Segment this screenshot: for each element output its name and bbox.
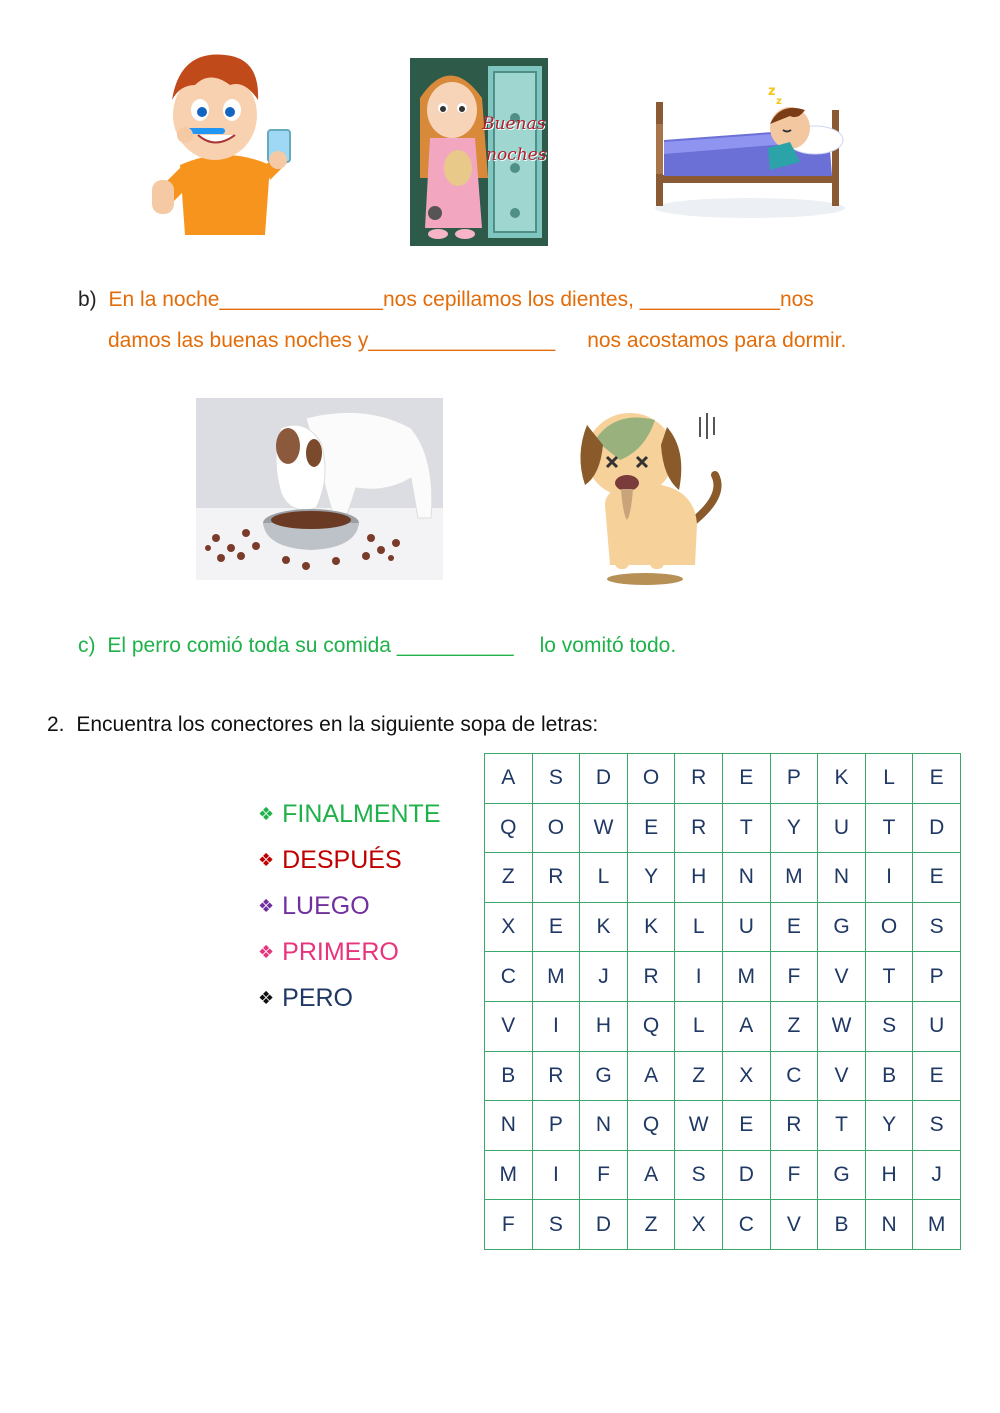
grid-cell[interactable]: S	[913, 1101, 961, 1151]
connector-word: PERO	[282, 984, 353, 1012]
diamond-bullet-icon: ❖	[258, 988, 275, 1008]
grid-row	[485, 902, 961, 952]
grid-cell[interactable]: V	[770, 1200, 818, 1250]
grid-cell[interactable]: S	[675, 1150, 723, 1200]
word-search-grid	[484, 753, 961, 1250]
grid-cell[interactable]: C	[723, 1200, 771, 1250]
sick-dog-image	[575, 405, 725, 585]
grid-cell[interactable]: J	[580, 952, 628, 1002]
grid-cell[interactable]: E	[627, 803, 675, 853]
grid-cell[interactable]: S	[532, 1200, 580, 1250]
grid-cell[interactable]: M	[770, 853, 818, 903]
grid-cell[interactable]: H	[865, 1150, 913, 1200]
grid-cell[interactable]: H	[675, 853, 723, 903]
grid-cell[interactable]: G	[818, 902, 866, 952]
sentence-b-line1	[78, 287, 814, 313]
grid-cell[interactable]: U	[818, 803, 866, 853]
grid-cell[interactable]: F	[580, 1150, 628, 1200]
grid-cell[interactable]: L	[675, 1001, 723, 1051]
connector-item	[258, 938, 399, 967]
grid-cell[interactable]: N	[865, 1200, 913, 1250]
grid-cell[interactable]: R	[532, 1051, 580, 1101]
sentence-b-blank-2[interactable]: ____________	[639, 288, 780, 311]
grid-cell[interactable]: O	[532, 803, 580, 853]
grid-cell[interactable]: L	[865, 754, 913, 804]
dog-eating-image	[196, 398, 443, 580]
grid-cell[interactable]: W	[675, 1101, 723, 1151]
grid-cell[interactable]: A	[627, 1150, 675, 1200]
grid-cell[interactable]: Q	[627, 1001, 675, 1051]
grid-cell[interactable]: X	[723, 1051, 771, 1101]
grid-cell[interactable]: N	[723, 853, 771, 903]
grid-cell[interactable]: M	[913, 1200, 961, 1250]
grid-cell[interactable]: E	[913, 754, 961, 804]
question-2-number: 2.	[47, 713, 65, 736]
grid-cell[interactable]: Y	[627, 853, 675, 903]
grid-cell[interactable]: U	[723, 902, 771, 952]
grid-cell[interactable]: V	[485, 1001, 533, 1051]
grid-cell[interactable]: E	[913, 853, 961, 903]
girl-good-night-image	[410, 58, 548, 246]
sentence-c-text-2: lo vomitó todo.	[539, 634, 677, 657]
connector-item	[258, 800, 441, 829]
sentence-b-blank-1[interactable]: ______________	[219, 288, 383, 311]
grid-cell[interactable]: G	[818, 1150, 866, 1200]
grid-cell[interactable]: P	[770, 754, 818, 804]
grid-cell[interactable]: T	[818, 1101, 866, 1151]
grid-cell[interactable]: D	[580, 754, 628, 804]
grid-cell[interactable]: W	[580, 803, 628, 853]
grid-cell[interactable]: S	[865, 1001, 913, 1051]
grid-cell[interactable]: R	[532, 853, 580, 903]
grid-cell[interactable]: K	[627, 902, 675, 952]
sentence-b-line2	[108, 328, 846, 354]
diamond-bullet-icon: ❖	[258, 942, 275, 962]
child-sleeping-image	[650, 80, 850, 220]
grid-cell[interactable]: A	[723, 1001, 771, 1051]
grid-cell[interactable]: M	[532, 952, 580, 1002]
grid-cell[interactable]: C	[770, 1051, 818, 1101]
grid-cell[interactable]: M	[723, 952, 771, 1002]
grid-cell[interactable]: N	[485, 1101, 533, 1151]
diamond-bullet-icon: ❖	[258, 850, 275, 870]
grid-cell[interactable]: T	[865, 803, 913, 853]
grid-cell[interactable]: N	[580, 1101, 628, 1151]
sentence-c	[78, 633, 676, 659]
grid-cell[interactable]: D	[580, 1200, 628, 1250]
diamond-bullet-icon: ❖	[258, 896, 275, 916]
grid-cell[interactable]: M	[485, 1150, 533, 1200]
sentence-b-text-2: nos cepillamos los dientes,	[382, 288, 640, 311]
grid-cell[interactable]: Y	[770, 803, 818, 853]
svg-text:z: z	[768, 84, 776, 99]
sentence-c-blank[interactable]: __________	[396, 634, 514, 657]
girl-sign-text-2: noches	[486, 145, 547, 165]
grid-cell[interactable]: F	[770, 952, 818, 1002]
grid-cell[interactable]: O	[865, 902, 913, 952]
connector-item	[258, 846, 402, 875]
grid-cell[interactable]: O	[627, 754, 675, 804]
grid-cell[interactable]: I	[532, 1150, 580, 1200]
connector-word: PRIMERO	[282, 938, 399, 966]
grid-cell[interactable]: S	[913, 902, 961, 952]
grid-cell[interactable]: F	[770, 1150, 818, 1200]
grid-cell[interactable]: C	[485, 952, 533, 1002]
grid-cell[interactable]: R	[627, 952, 675, 1002]
grid-cell[interactable]: R	[770, 1101, 818, 1151]
grid-cell[interactable]: P	[913, 952, 961, 1002]
connector-item	[258, 892, 370, 921]
question-2-text: Encuentra los conectores en la siguiente sopa de letras:	[76, 713, 599, 736]
grid-cell[interactable]: K	[580, 902, 628, 952]
sentence-b-text-5: nos acostamos para dormir.	[587, 329, 847, 352]
grid-row	[485, 1001, 961, 1051]
sentence-b-blank-3[interactable]: ________________	[368, 329, 556, 352]
sentence-b-text-1: En la noche	[108, 288, 220, 311]
grid-cell[interactable]: A	[627, 1051, 675, 1101]
grid-cell[interactable]: N	[818, 853, 866, 903]
grid-cell[interactable]: Z	[770, 1001, 818, 1051]
grid-cell[interactable]: R	[675, 803, 723, 853]
diamond-bullet-icon: ❖	[258, 804, 275, 824]
grid-row	[485, 1101, 961, 1151]
grid-cell[interactable]: J	[913, 1150, 961, 1200]
grid-cell[interactable]: V	[818, 1051, 866, 1101]
boy-brushing-teeth-image	[150, 40, 300, 235]
connector-word: LUEGO	[282, 892, 370, 920]
grid-cell[interactable]: Z	[627, 1200, 675, 1250]
grid-cell[interactable]: Y	[865, 1101, 913, 1151]
grid-cell[interactable]: T	[865, 952, 913, 1002]
grid-cell[interactable]: V	[818, 952, 866, 1002]
grid-cell[interactable]: L	[675, 902, 723, 952]
connector-word: FINALMENTE	[282, 800, 441, 828]
sentence-b-marker: b)	[78, 288, 97, 311]
grid-cell[interactable]: Z	[675, 1051, 723, 1101]
grid-row	[485, 1051, 961, 1101]
grid-cell[interactable]: I	[532, 1001, 580, 1051]
grid-cell[interactable]: E	[723, 754, 771, 804]
grid-cell[interactable]: Z	[485, 853, 533, 903]
grid-cell[interactable]: D	[913, 803, 961, 853]
grid-cell[interactable]: X	[485, 902, 533, 952]
connector-word: DESPUÉS	[282, 846, 402, 874]
grid-cell[interactable]: L	[580, 853, 628, 903]
grid-cell[interactable]: E	[532, 902, 580, 952]
grid-row	[485, 1200, 961, 1250]
grid-cell[interactable]: B	[818, 1200, 866, 1250]
question-2	[47, 713, 598, 737]
grid-cell[interactable]: S	[532, 754, 580, 804]
girl-sign-text-1: Buenas	[482, 114, 546, 134]
grid-cell[interactable]: B	[485, 1051, 533, 1101]
grid-row	[485, 1150, 961, 1200]
grid-cell[interactable]: E	[723, 1101, 771, 1151]
grid-cell[interactable]: E	[913, 1051, 961, 1101]
grid-row	[485, 803, 961, 853]
grid-cell[interactable]: E	[770, 902, 818, 952]
grid-cell[interactable]: I	[865, 853, 913, 903]
grid-cell[interactable]: W	[818, 1001, 866, 1051]
sentence-c-marker: c)	[78, 634, 96, 657]
grid-cell[interactable]: Q	[485, 803, 533, 853]
grid-cell[interactable]: H	[580, 1001, 628, 1051]
grid-cell[interactable]: X	[675, 1200, 723, 1250]
sentence-b-text-3: nos	[779, 288, 814, 311]
grid-cell[interactable]: G	[580, 1051, 628, 1101]
grid-row	[485, 754, 961, 804]
grid-cell[interactable]: A	[485, 754, 533, 804]
grid-cell[interactable]: Q	[627, 1101, 675, 1151]
svg-text:z: z	[776, 96, 782, 107]
connector-item	[258, 984, 353, 1013]
grid-cell[interactable]: F	[485, 1200, 533, 1250]
grid-cell[interactable]: D	[723, 1150, 771, 1200]
grid-cell[interactable]: P	[532, 1101, 580, 1151]
grid-cell[interactable]: T	[723, 803, 771, 853]
grid-cell[interactable]: K	[818, 754, 866, 804]
grid-cell[interactable]: R	[675, 754, 723, 804]
sentence-c-text-1: El perro comió toda su comida	[107, 634, 397, 657]
grid-cell[interactable]: I	[675, 952, 723, 1002]
grid-cell[interactable]: U	[913, 1001, 961, 1051]
grid-cell[interactable]: B	[865, 1051, 913, 1101]
grid-row	[485, 952, 961, 1002]
sentence-b-text-4: damos las buenas noches y	[108, 329, 369, 352]
grid-row	[485, 853, 961, 903]
